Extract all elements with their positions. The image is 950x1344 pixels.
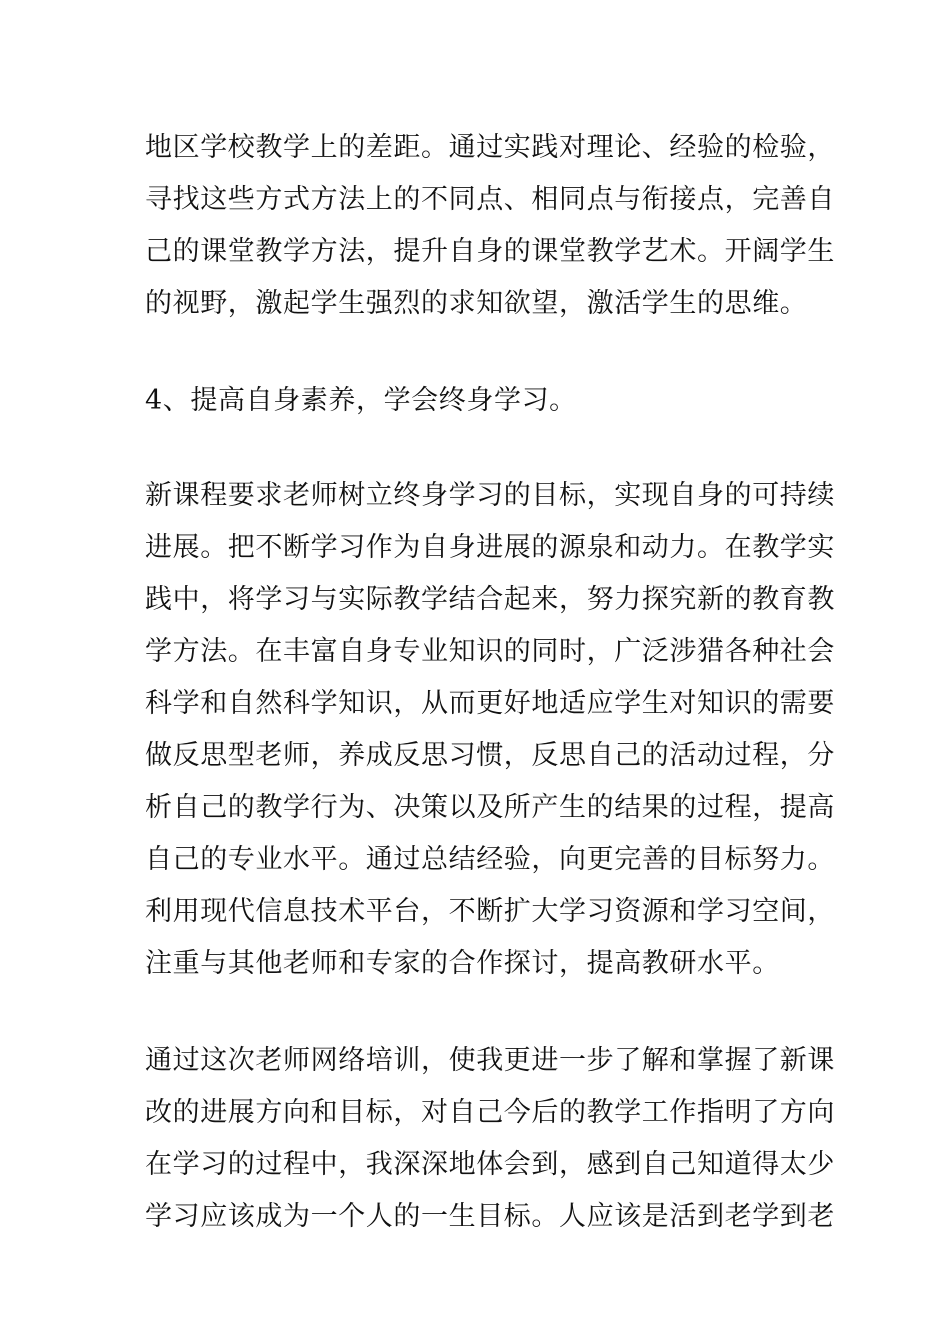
text-line: 利用现代信息技术平台，不断扩大学习资源和学习空间， bbox=[145, 896, 835, 927]
text-line: 科学和自然科学知识，从而更好地适应学生对知识的需要 bbox=[145, 688, 835, 719]
text-line: 自己的专业水平。通过总结经验，向更完善的目标努力。 bbox=[145, 844, 835, 875]
text-line: 改的进展方向和目标，对自己今后的教学工作指明了方向 bbox=[145, 1097, 835, 1128]
text-line: 进展。把不断学习作为自身进展的源泉和动力。在教学实 bbox=[145, 532, 835, 563]
text-line: 新课程要求老师树立终身学习的目标，实现自身的可持续 bbox=[145, 480, 835, 511]
text-line: 析自己的教学行为、决策以及所产生的结果的过程，提高 bbox=[145, 792, 835, 823]
text-line: 学方法。在丰富自身专业知识的同时，广泛涉猎各种社会 bbox=[145, 636, 835, 667]
text-line: 做反思型老师，养成反思习惯，反思自己的活动过程，分 bbox=[145, 740, 835, 771]
text-line: 的视野，激起学生强烈的求知欲望，激活学生的思维。 bbox=[145, 288, 808, 319]
text-line: 在学习的过程中，我深深地体会到，感到自己知道得太少 bbox=[145, 1149, 835, 1180]
text-line: 寻找这些方式方法上的不同点、相同点与衔接点，完善自 bbox=[145, 184, 835, 215]
text-line: 注重与其他老师和专家的合作探讨，提高教研水平。 bbox=[145, 948, 780, 979]
text-line: 学习应该成为一个人的一生目标。人应该是活到老学到老 bbox=[145, 1201, 835, 1232]
text-line: 地区学校教学上的差距。通过实践对理论、经验的检验， bbox=[145, 132, 835, 163]
text-line: 己的课堂教学方法，提升自身的课堂教学艺术。开阔学生 bbox=[145, 236, 835, 267]
text-line: 践中，将学习与实际教学结合起来，努力探究新的教育教 bbox=[145, 584, 835, 615]
text-line: 通过这次老师网络培训，使我更进一步了解和掌握了新课 bbox=[145, 1045, 835, 1076]
section-heading: 4、提高自身素养，学会终身学习。 bbox=[145, 385, 577, 416]
